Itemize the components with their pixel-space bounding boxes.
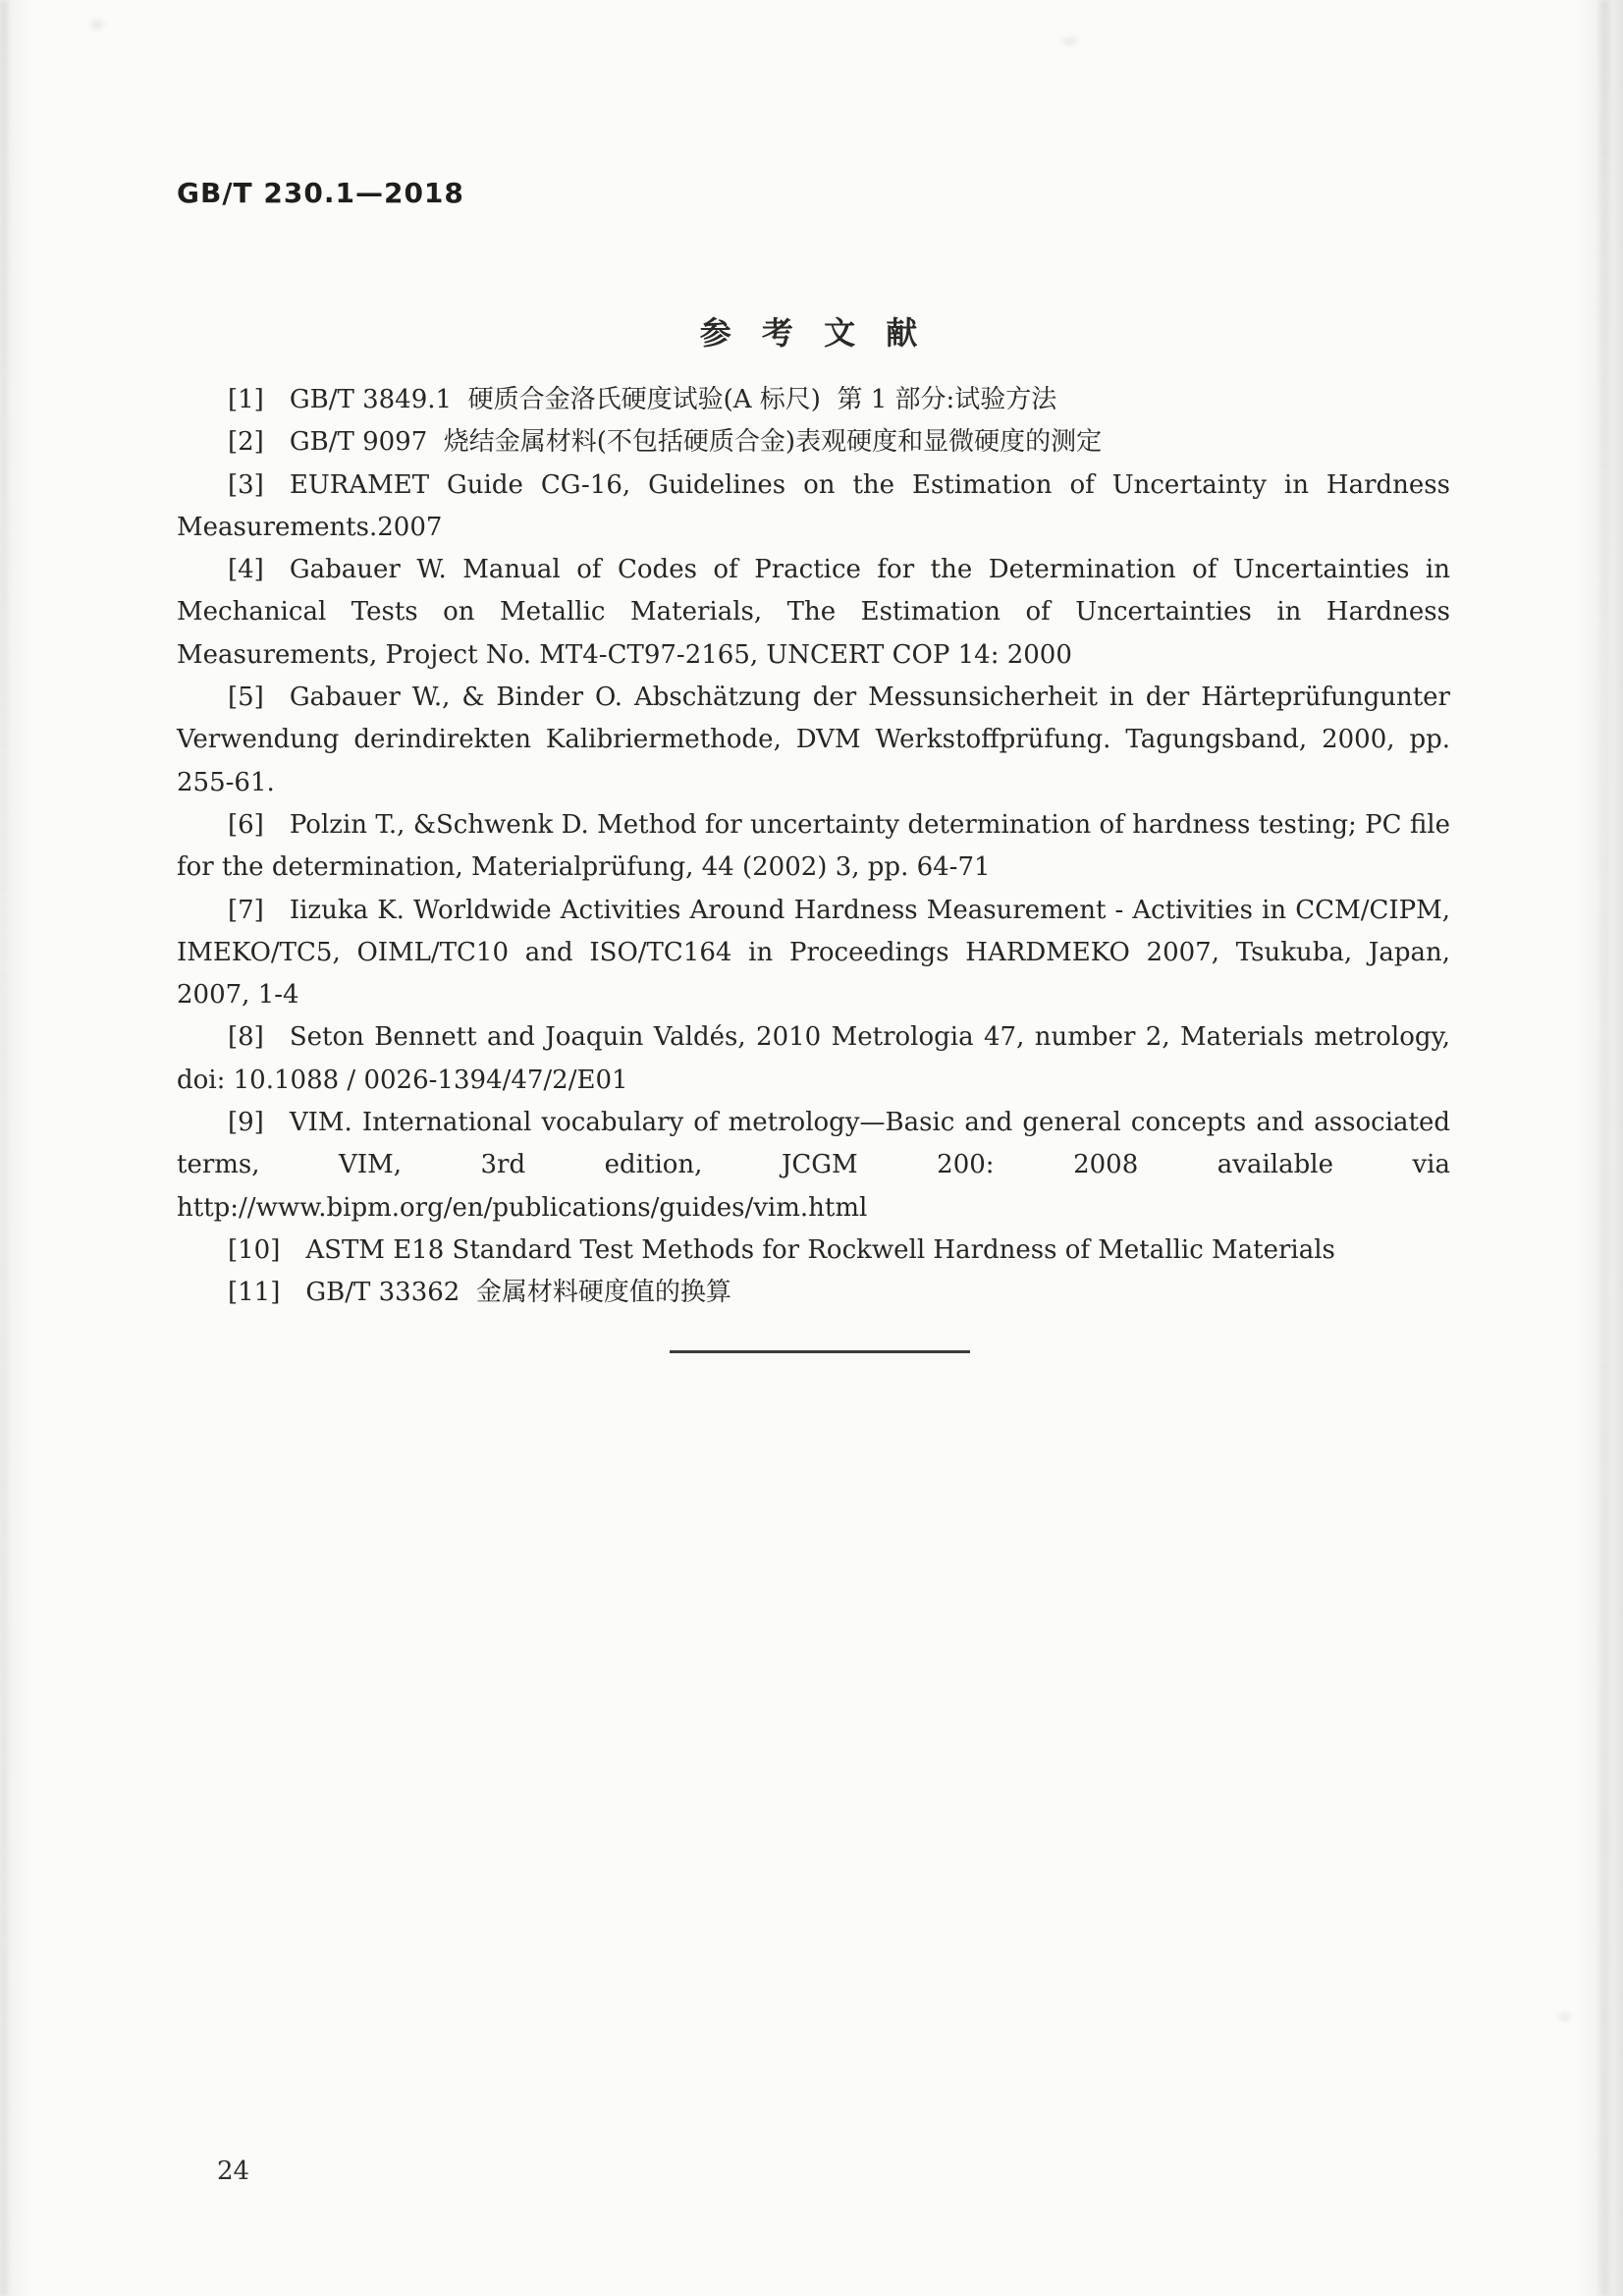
reference-text: GB/T 33362 金属材料硬度值的换算 <box>305 1278 731 1308</box>
reference-item <box>177 1230 1450 1272</box>
reference-item <box>177 677 1459 804</box>
reference-item <box>177 1016 1459 1102</box>
reference-text: GB/T 3849.1 硬质合金洛氏硬度试验(A 标尺) 第 1 部分:试验方法 <box>289 385 1057 414</box>
reference-label: [3] <box>228 469 264 500</box>
reference-item <box>177 421 1450 464</box>
reference-label: [6] <box>228 809 264 840</box>
reference-item <box>177 379 1450 421</box>
scan-smudge <box>90 20 104 29</box>
reference-text: EURAMET Guide CG-16, Guidelines on the Estimation of Uncertainty in Hardness Measurements.2007 <box>177 469 1459 542</box>
reference-label: [9] <box>228 1108 264 1138</box>
reference-item <box>177 465 1459 550</box>
references-list <box>177 379 1459 1315</box>
reference-label: [5] <box>228 683 264 713</box>
scan-edge-artifact-right <box>1599 0 1609 2296</box>
reference-text: ASTM E18 Standard Test Methods for Rockwell Hardness of Metallic Materials <box>305 1234 1335 1265</box>
reference-label: [10] <box>228 1234 281 1265</box>
reference-item <box>177 1272 1450 1314</box>
scan-smudge <box>1062 37 1078 45</box>
reference-label: [2] <box>228 427 264 458</box>
reference-text: Gabauer W. Manual of Codes of Practice for the Determination of Uncertainties in Mechanical Tests on Metallic Materials, The Estimation of Uncertainties in Hardness Measurements, Project No. MT4-CT97-2165, UNCERT COP 14: 2000 <box>177 555 1459 670</box>
reference-text: VIM. International vocabulary of metrology—Basic and general concepts and associated terms, VIM, 3rd edition, JCGM 200: 2008 available via http://www.bipm.org/en/publications/guides/vim.html <box>177 1108 1459 1223</box>
reference-item <box>177 804 1459 890</box>
reference-text: GB/T 9097 烧结金属材料(不包括硬质合金)表观硬度和显微硬度的测定 <box>289 427 1103 458</box>
reference-label: [1] <box>228 385 264 414</box>
page-number: 24 <box>217 2157 250 2186</box>
reference-label: [11] <box>228 1278 281 1308</box>
reference-label: [7] <box>228 895 264 925</box>
reference-label: [8] <box>228 1022 264 1053</box>
references-title: 参 考 文 献 <box>699 314 928 352</box>
reference-text: Polzin T., &Schwenk D. Method for uncertainty determination of hardness testing; PC file for the determination, Materialprüfung, 44 (2002) 3, pp. 64-71 <box>177 809 1459 883</box>
reference-text: Gabauer W., & Binder O. Abschätzung der Messunsicherheit in der Härteprüfungunter Verwendung derindirekten Kalibriermethode, DVM Werkstoffprüfung. Tagungsband, 2000, pp. 255-61. <box>177 683 1459 797</box>
end-of-document-divider <box>670 1350 970 1353</box>
standard-number-header: GB/T 230.1—2018 <box>177 177 464 209</box>
scan-smudge <box>1559 2013 1571 2021</box>
reference-text: Seton Bennett and Joaquin Valdés, 2010 Metrologia 47, number 2, Materials metrology, doi: 10.1088 / 0026-1394/47/2/E01 <box>177 1022 1459 1095</box>
reference-item <box>177 890 1459 1017</box>
reference-text: Iizuka K. Worldwide Activities Around Hardness Measurement - Activities in CCM/CIPM, IMEKO/TC5, OIML/TC10 and ISO/TC164 in Proceedings HARDMEKO 2007, Tsukuba, Japan, 2007, 1-4 <box>177 895 1459 1011</box>
reference-item <box>177 549 1459 677</box>
reference-label: [4] <box>228 555 264 585</box>
scan-edge-artifact-left <box>0 0 8 2296</box>
reference-item <box>177 1102 1459 1230</box>
